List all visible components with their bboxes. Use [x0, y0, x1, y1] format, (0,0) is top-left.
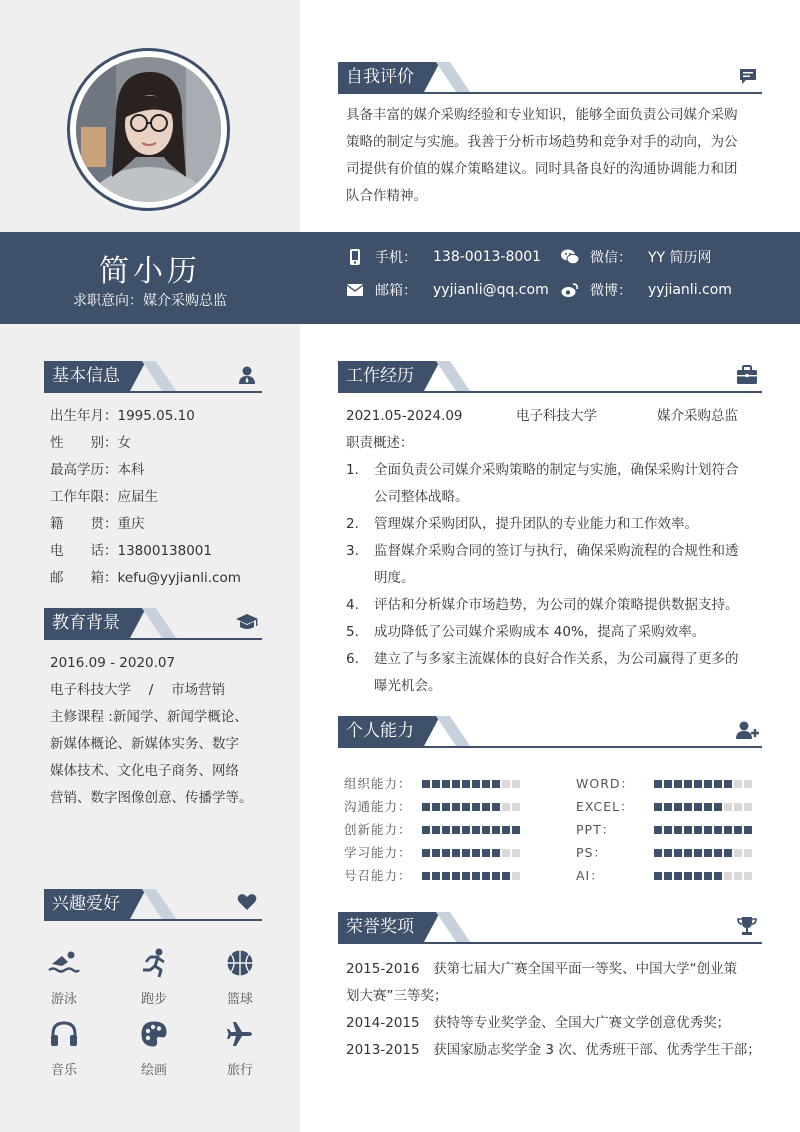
self-eval-text: [346, 102, 766, 210]
work-period: 2021.05-2024.09: [346, 408, 463, 424]
decor-slant: [436, 62, 470, 92]
decor-slant: [142, 608, 176, 638]
skill-level-filled: [714, 826, 722, 834]
skill-level-filled: [674, 872, 682, 880]
skill-level-filled: [654, 849, 662, 857]
hobby-swimming: [34, 946, 94, 1007]
skill-level-filled: [462, 803, 470, 811]
skill-level-filled: [462, 826, 470, 834]
section-honors: [338, 912, 762, 944]
skill-level-filled: [664, 872, 672, 880]
skill-level-bar: [654, 780, 752, 788]
skill-level-filled: [452, 780, 460, 788]
add-user-icon: [736, 720, 758, 742]
mail-icon: [345, 280, 365, 300]
edu-period: 2016.09 - 2020.07: [50, 655, 176, 671]
skill-level-empty: [512, 780, 520, 788]
skill-level-empty: [744, 872, 752, 880]
skill-level-filled: [492, 826, 500, 834]
section-underline: [44, 391, 262, 393]
candidate-name: 简小历: [99, 254, 201, 289]
skill-level-filled: [694, 849, 702, 857]
section-underline: [44, 638, 262, 640]
comment-icon: [738, 66, 760, 88]
duty-line: 全面负责公司媒介采购策略的制定与实施，确保采购计划符合: [374, 462, 739, 478]
duty-number: 2.: [346, 516, 359, 532]
skill-level-filled: [422, 780, 430, 788]
skill-level-bar: [654, 803, 752, 811]
duty-number: 3.: [346, 543, 359, 559]
self-eval-line: 司提供有价值的媒介策略建议。同时具备良好的沟通协调能力和团: [346, 161, 738, 177]
skill-level-filled: [502, 872, 510, 880]
duty-line: 公司整体战略。: [374, 489, 469, 505]
duty-item: [346, 457, 766, 511]
skill-level-filled: [654, 780, 662, 788]
graduation-cap-icon: [235, 612, 257, 634]
skill-level-bar: [422, 849, 520, 857]
section-title: 工作经历: [338, 361, 424, 391]
skill-label: 组织能力：: [344, 776, 412, 791]
skill-level-filled: [482, 780, 490, 788]
skill-level-bar: [422, 872, 520, 880]
skill-level-filled: [664, 803, 672, 811]
section-basic-info: [44, 361, 262, 393]
skill-level-empty: [744, 780, 752, 788]
phone-row: 电 话：13800138001: [50, 543, 212, 559]
briefcase-icon: [736, 365, 758, 387]
courses-line: 新媒体概论、新媒体实务、数字: [50, 736, 239, 752]
duty-item: [346, 538, 766, 592]
duty-line: 成功降低了公司媒介采购成本 40%，提高了采购效率。: [374, 624, 706, 640]
swimming-icon: [47, 946, 81, 980]
contact-wechat: [560, 247, 712, 267]
skill-level-filled: [674, 826, 682, 834]
skill-label: AI：: [576, 868, 604, 883]
duty-number: 1.: [346, 462, 359, 478]
user-icon: [238, 365, 260, 387]
section-underline: [338, 391, 762, 393]
skill-level-filled: [492, 849, 500, 857]
hobby-label: 篮球: [226, 992, 253, 1007]
profile-photo: [76, 57, 221, 202]
skill-level-filled: [704, 849, 712, 857]
section-title: 兴趣爱好: [44, 889, 130, 919]
trophy-icon: [736, 916, 758, 938]
skill-level-filled: [442, 872, 450, 880]
duty-item: [346, 619, 766, 646]
skill-level-empty: [734, 872, 742, 880]
skill-level-filled: [684, 803, 692, 811]
skill-level-filled: [432, 826, 440, 834]
hobby-music: [34, 1017, 94, 1078]
work-company: 电子科技大学: [516, 408, 597, 424]
section-title: 个人能力: [338, 716, 424, 746]
skill-level-filled: [442, 826, 450, 834]
avatar: [67, 48, 230, 211]
hobby-travel: [210, 1017, 270, 1078]
decor-slant: [142, 889, 176, 919]
headphones-icon: [47, 1017, 81, 1051]
skill-level-filled: [714, 872, 722, 880]
experience-row: 工作年限：应届生: [50, 489, 158, 505]
duty-item: [346, 646, 766, 700]
duty-list: [346, 457, 766, 700]
decor-slant: [436, 361, 470, 391]
skill-level-empty: [512, 872, 520, 880]
skill-level-empty: [502, 849, 510, 857]
duty-number: 5.: [346, 624, 359, 640]
email-row: 邮 箱：kefu@yyjianli.com: [50, 570, 241, 586]
email-label: 邮箱：: [375, 283, 417, 299]
skill-level-bar: [422, 803, 520, 811]
skill-level-empty: [734, 849, 742, 857]
skill-level-empty: [512, 849, 520, 857]
duty-item: [346, 511, 766, 538]
skill-level-empty: [724, 872, 732, 880]
weibo-value: yyjianli.com: [648, 282, 732, 298]
skill-level-filled: [472, 780, 480, 788]
section-work: [338, 361, 762, 393]
phone-value: 138-0013-8001: [433, 249, 542, 265]
skill-level-filled: [472, 849, 480, 857]
skill-level-filled: [714, 849, 722, 857]
skill-level-empty: [724, 803, 732, 811]
hobby-label: 游泳: [50, 992, 77, 1007]
skill-level-filled: [674, 803, 682, 811]
honor-line: 2015-2016 获第七届大广赛全国平面一等奖、中国大学“创业策: [346, 961, 738, 977]
skill-level-bar: [422, 826, 520, 834]
section-underline: [44, 919, 262, 921]
skill-level-filled: [422, 826, 430, 834]
hobby-label: 音乐: [50, 1063, 77, 1078]
skill-label: 学习能力：: [344, 845, 412, 860]
skill-level-filled: [704, 803, 712, 811]
duty-title: 职责概述：: [346, 435, 414, 451]
skill-label: 沟通能力：: [344, 799, 412, 814]
skill-level-bar: [654, 849, 752, 857]
work-position: 媒介采购总监: [657, 408, 738, 424]
skill-level-filled: [664, 826, 672, 834]
skill-level-filled: [482, 826, 490, 834]
contact-phone: [345, 247, 541, 267]
skill-level-filled: [734, 826, 742, 834]
duty-item: [346, 592, 766, 619]
skill-level-bar: [654, 826, 752, 834]
honors-list: [346, 956, 776, 1064]
duty-line: 评估和分析媒介市场趋势，为公司的媒介策略提供数据支持。: [374, 597, 739, 613]
skill-level-filled: [654, 826, 662, 834]
skill-level-filled: [664, 780, 672, 788]
skill-level-filled: [704, 780, 712, 788]
duty-number: 4.: [346, 597, 359, 613]
gender-row: 性 别：女: [50, 435, 131, 451]
courses-line: 媒体技术、文化电子商务、网络: [50, 763, 239, 779]
weibo-label: 微博：: [590, 283, 632, 299]
section-title: 自我评价: [338, 62, 424, 92]
heart-icon: [237, 893, 259, 915]
skill-level-filled: [432, 872, 440, 880]
job-intent: 求职意向：媒介采购总监: [73, 293, 227, 309]
skill-level-filled: [482, 872, 490, 880]
duty-line: 建立了与多家主流媒体的良好合作关系，为公司赢得了更多的: [374, 651, 739, 667]
contact-weibo: [560, 280, 732, 300]
duty-number: 6.: [346, 651, 359, 667]
skill-label: 号召能力：: [344, 868, 412, 883]
weibo-icon: [560, 280, 580, 300]
self-eval-line: 具备丰富的媒介采购经验和专业知识，能够全面负责公司媒介采购: [346, 107, 738, 123]
skill-level-filled: [684, 849, 692, 857]
section-title: 教育背景: [44, 608, 130, 638]
hometown-row: 籍 贯：重庆: [50, 516, 145, 532]
skill-level-filled: [684, 826, 692, 834]
skill-level-filled: [492, 803, 500, 811]
wechat-icon: [560, 247, 580, 267]
skill-level-filled: [694, 803, 702, 811]
skill-label: 创新能力：: [344, 822, 412, 837]
duty-line: 明度。: [374, 570, 415, 586]
wechat-value: YY 简历网: [648, 250, 712, 266]
skill-level-filled: [654, 872, 662, 880]
hobby-basketball: [210, 946, 270, 1007]
skill-level-filled: [512, 826, 520, 834]
skill-level-filled: [694, 780, 702, 788]
decor-slant: [142, 361, 176, 391]
skill-level-filled: [462, 780, 470, 788]
skill-level-filled: [724, 849, 732, 857]
degree-row: 最高学历：本科: [50, 462, 145, 478]
skill-label: WORD：: [576, 776, 635, 791]
courses-line: 营销、数字图像创意、传播学等。: [50, 790, 253, 806]
wechat-label: 微信：: [590, 250, 632, 266]
self-eval-line: 策略的制定与实施。我善于分析市场趋势和竞争对手的动向，为公: [346, 134, 738, 150]
decor-slant: [436, 716, 470, 746]
skill-level-filled: [472, 803, 480, 811]
section-title: 基本信息: [44, 361, 130, 391]
section-education: [44, 608, 262, 640]
honor-line: 划大赛”三等奖；: [346, 988, 448, 1004]
section-underline: [338, 942, 762, 944]
skill-level-filled: [704, 872, 712, 880]
skill-level-empty: [734, 780, 742, 788]
hobby-label: 跑步: [140, 992, 167, 1007]
skill-level-filled: [422, 803, 430, 811]
skill-level-filled: [432, 803, 440, 811]
skill-level-empty: [512, 803, 520, 811]
skill-level-filled: [432, 780, 440, 788]
skill-level-filled: [482, 803, 490, 811]
section-underline: [338, 746, 762, 748]
skill-level-filled: [714, 803, 722, 811]
hobby-painting: [124, 1017, 184, 1078]
skill-level-empty: [502, 780, 510, 788]
skill-level-filled: [482, 849, 490, 857]
skill-level-filled: [422, 849, 430, 857]
skill-level-empty: [502, 803, 510, 811]
section-underline: [338, 92, 762, 94]
self-eval-line: 队合作精神。: [346, 188, 427, 204]
skill-level-filled: [442, 780, 450, 788]
duty-line: 监督媒介采购合同的签订与执行，确保采购流程的合规性和透: [374, 543, 739, 559]
skill-level-filled: [452, 849, 460, 857]
skill-level-filled: [674, 780, 682, 788]
honor-line: 2014-2015 获特等专业奖学金、全国大广赛文学创意优秀奖；: [346, 1015, 731, 1031]
skill-level-filled: [694, 872, 702, 880]
skill-level-empty: [744, 849, 752, 857]
honor-line: 2013-2015 获国家励志奖学金 3 次、优秀班干部、优秀学生干部；: [346, 1042, 761, 1058]
section-title: 荣誉奖项: [338, 912, 424, 942]
edu-courses: [50, 704, 290, 812]
birth-row: 出生年月：1995.05.10: [50, 408, 195, 424]
skill-level-filled: [684, 780, 692, 788]
skill-level-filled: [664, 849, 672, 857]
skill-level-filled: [654, 803, 662, 811]
hobby-running: [124, 946, 184, 1007]
skill-level-filled: [442, 803, 450, 811]
skill-level-filled: [714, 780, 722, 788]
skill-level-empty: [744, 803, 752, 811]
skill-level-filled: [502, 826, 510, 834]
duty-line: 曝光机会。: [374, 678, 442, 694]
skill-level-filled: [452, 803, 460, 811]
hobby-label: 绘画: [140, 1063, 167, 1078]
email-value: yyjianli@qq.com: [433, 282, 549, 298]
skill-level-empty: [734, 803, 742, 811]
courses-line: 主修课程 :新闻学、新闻学概论、: [50, 709, 248, 725]
section-skills: [338, 716, 762, 748]
airplane-icon: [223, 1017, 257, 1051]
decor-slant: [436, 912, 470, 942]
basketball-icon: [223, 946, 257, 980]
duty-line: 管理媒介采购团队，提升团队的专业能力和工作效率。: [374, 516, 698, 532]
skill-level-filled: [724, 780, 732, 788]
skill-level-filled: [472, 826, 480, 834]
skill-level-filled: [462, 872, 470, 880]
hobby-label: 旅行: [226, 1063, 253, 1078]
skill-level-filled: [704, 826, 712, 834]
skill-level-filled: [432, 849, 440, 857]
skill-level-filled: [422, 872, 430, 880]
skill-level-filled: [744, 826, 752, 834]
skill-level-filled: [684, 872, 692, 880]
phone-label: 手机：: [375, 250, 417, 266]
phone-icon: [345, 247, 365, 267]
section-self-eval: [338, 62, 762, 94]
skill-level-filled: [452, 826, 460, 834]
skill-level-filled: [442, 849, 450, 857]
skill-level-filled: [472, 872, 480, 880]
running-icon: [137, 946, 171, 980]
skill-level-bar: [422, 780, 520, 788]
skill-level-filled: [694, 826, 702, 834]
palette-icon: [137, 1017, 171, 1051]
skill-label: PPT：: [576, 822, 616, 837]
skill-level-filled: [724, 826, 732, 834]
skill-level-bar: [654, 872, 752, 880]
skill-label: EXCEL：: [576, 799, 634, 814]
skill-level-filled: [452, 872, 460, 880]
skill-level-filled: [492, 872, 500, 880]
skill-label: PS：: [576, 845, 607, 860]
section-hobbies: [44, 889, 262, 921]
skill-level-filled: [462, 849, 470, 857]
skill-level-filled: [674, 849, 682, 857]
edu-school-major: 电子科技大学 / 市场营销: [50, 682, 226, 698]
contact-email: [345, 280, 549, 300]
skill-level-filled: [492, 780, 500, 788]
